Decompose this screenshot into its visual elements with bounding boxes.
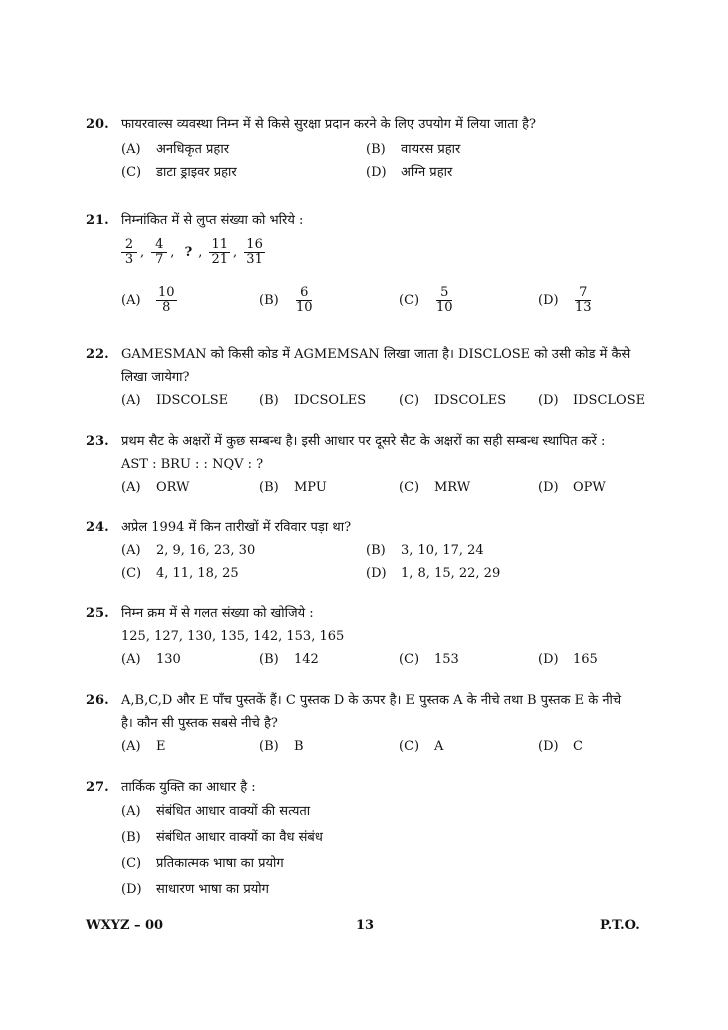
option-a: (A) अनधिकृत प्रहार [121, 142, 230, 157]
question-text: अप्रेल 1994 में किन तारीखों में रविवार पड़ा था? [121, 520, 352, 535]
question-number: 24. [86, 520, 109, 535]
option-d: (D) साधारण भाषा का प्रयोग [121, 882, 269, 897]
option-d: (D) अग्नि प्रहार [366, 165, 453, 180]
question-number: 21. [86, 213, 109, 228]
option-c: (C) A [399, 739, 444, 754]
question-number: 26. [86, 693, 109, 708]
question-number: 22. [86, 347, 109, 362]
question-text: निम्न क्रम में से गलत संख्या को खोजिये : [121, 606, 314, 621]
question-number: 23. [86, 434, 109, 449]
option-a: (A) 2, 9, 16, 23, 30 [121, 543, 256, 558]
question-text: निम्नांकित में से लुप्त संख्या को भरिये : [121, 213, 304, 228]
question-20 [86, 113, 656, 180]
option-c: (C) 153 [399, 652, 459, 667]
option-b: (B) B [259, 739, 304, 754]
option-d: (D) OPW [538, 480, 606, 495]
option-a: (A) 130 [121, 652, 181, 667]
missing-term: ? [184, 245, 193, 260]
question-21 [86, 209, 656, 315]
option-d: (D) C [538, 739, 583, 754]
question-text: फायरवाल्स व्यवस्था निम्न में से किसे सुरक्षा प्रदान करने के लिए उपयोग में लिया जाता है? [121, 117, 537, 132]
fraction: $\frac{2}{3}$ [121, 238, 137, 267]
question-text-cont: लिखा जायेगा? [121, 370, 190, 385]
option-a: (A) IDSCOLSE [121, 393, 229, 408]
question-number: 20. [86, 117, 109, 132]
option-a: (A) $\frac{10}{8}$ [121, 285, 175, 315]
option-c: (C) IDSCOLES [399, 393, 507, 408]
fraction: $\frac{11}{21}$ [211, 237, 229, 267]
option-b: (B) संबंधित आधार वाक्यों का वैध संबंध [121, 830, 323, 845]
option-b: (B) वायरस प्रहार [366, 142, 461, 157]
option-c: (C) प्रतिकात्मक भाषा का प्रयोग [121, 856, 284, 871]
option-b: (B) MPU [259, 480, 327, 495]
question-26 [86, 689, 656, 754]
option-a: (A) संबंधित आधार वाक्यों की सत्यता [121, 804, 311, 819]
footer-code: WXYZ – 00 [86, 918, 164, 933]
question-23 [86, 430, 656, 495]
question-27 [86, 776, 656, 897]
page-number: 13 [356, 918, 375, 933]
analogy: AST : BRU : : NQV : ? [121, 457, 264, 472]
fraction-sequence: $\frac{2}{3}$ , $\frac{4}{7}$ , ? , $\frac{11}{21}$ , $\frac{16}{31}$ [121, 238, 656, 278]
question-text: A,B,C,D और E पाँच पुस्तकें हैं। C पुस्तक D के ऊपर है। E पुस्तक A के नीचे तथा B पुस्तक E के नीचे [121, 693, 622, 708]
question-text: GAMESMAN को किसी कोड में AGMEMSAN लिखा जाता है। DISCLOSE को उसी कोड में कैसे [121, 347, 631, 362]
question-number: 25. [86, 606, 109, 621]
pto-marker: P.T.O. [600, 918, 640, 933]
option-d: (D) IDSCLOSE [538, 393, 646, 408]
question-24 [86, 516, 656, 581]
fraction: $\frac{4}{7}$ [151, 238, 167, 267]
option-b: (B) $\frac{6}{10}$ [259, 285, 313, 315]
option-b: (B) IDCSOLES [259, 393, 367, 408]
option-d: (D) 1, 8, 15, 22, 29 [366, 566, 501, 581]
question-25 [86, 602, 656, 667]
option-a: (A) ORW [121, 480, 190, 495]
option-a: (A) E [121, 739, 166, 754]
number-series: 125, 127, 130, 135, 142, 153, 165 [121, 629, 345, 644]
question-text-cont: है। कौन सी पुस्तक सबसे नीचे है? [121, 716, 278, 731]
question-text: तार्किक युक्ति का आधार है : [121, 780, 256, 795]
option-b: (B) 3, 10, 17, 24 [366, 543, 484, 558]
question-22 [86, 343, 656, 408]
option-b: (B) 142 [259, 652, 319, 667]
fraction: $\frac{16}{31}$ [246, 237, 263, 267]
question-number: 27. [86, 780, 109, 795]
option-d: (D) $\frac{7}{13}$ [538, 285, 592, 315]
option-c: (C) MRW [399, 480, 471, 495]
question-text: प्रथम सैट के अक्षरों में कुछ सम्बन्ध है। इसी आधार पर दूसरे सैट के अक्षरों का सही सम्बन्ध स्थापित करें : [121, 434, 606, 449]
option-c: (C) डाटा ड्राइवर प्रहार [121, 165, 237, 180]
option-d: (D) 165 [538, 652, 598, 667]
option-c: (C) $\frac{5}{10}$ [399, 285, 453, 315]
option-c: (C) 4, 11, 18, 25 [121, 566, 239, 581]
